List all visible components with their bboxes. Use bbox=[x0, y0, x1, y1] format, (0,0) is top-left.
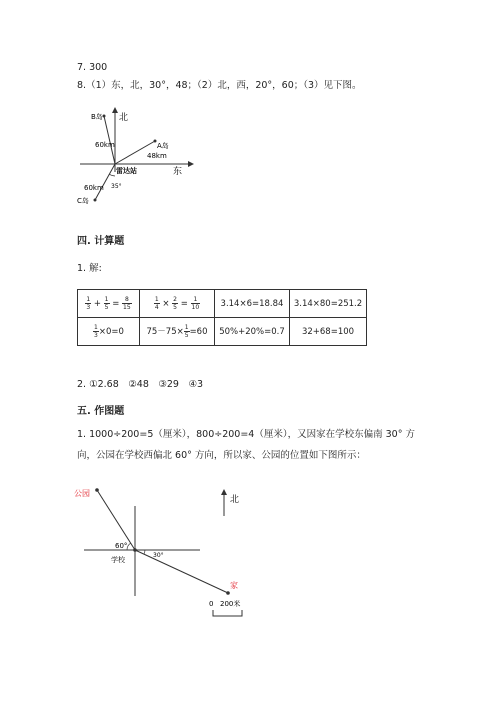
school-point bbox=[133, 548, 137, 552]
cell-r2c3: 50%+20%=0.7 bbox=[215, 318, 290, 346]
section-4-title: 四. 计算题 bbox=[77, 236, 125, 247]
calculation-table bbox=[77, 289, 367, 346]
map-diagram bbox=[70, 478, 270, 618]
line-to-b bbox=[104, 116, 115, 164]
angle-arc-park bbox=[127, 543, 131, 550]
distance-b-label: 60km bbox=[95, 141, 115, 149]
distance-a-label: 48km bbox=[147, 152, 167, 160]
answer-q8: 8.（1）东，北，30°，48；（2）北，西，20°，60；（3）见下图。 bbox=[77, 80, 362, 91]
cell-r1c2: $\frac{1}{4}$ × $\frac{2}{5}$ = $\frac{1}{10}$ bbox=[140, 290, 215, 318]
angle-arc-c bbox=[109, 174, 115, 176]
line-to-home bbox=[135, 550, 228, 593]
home-point bbox=[226, 591, 230, 595]
cell-r1c3: 3.14×6=18.84 bbox=[215, 290, 290, 318]
home-label: 家 bbox=[230, 581, 238, 590]
radar-station-label: 雷达站 bbox=[116, 167, 137, 175]
a-island-label: A岛 bbox=[157, 142, 169, 150]
answer-q2: 2. ①2.68 ②48 ③29 ④3 bbox=[77, 379, 204, 390]
b-island-label: B岛 bbox=[91, 113, 103, 121]
scale-length-label: 200米 bbox=[220, 600, 241, 608]
angle-arc-home bbox=[144, 550, 145, 554]
line-to-c bbox=[95, 164, 115, 200]
answer-q7: 7. 300 bbox=[77, 62, 108, 73]
scale-zero-label: 0 bbox=[209, 600, 214, 608]
park-label: 公园 bbox=[74, 489, 90, 498]
b-island-point bbox=[103, 115, 106, 118]
radar-diagram bbox=[75, 100, 205, 212]
angle-park-label: 60° bbox=[115, 542, 128, 550]
cell-r1c4: 3.14×80=251.2 bbox=[290, 290, 367, 318]
cell-r2c2: 75－75× $\frac{1}{5}$ =60 bbox=[140, 318, 215, 346]
school-label: 学校 bbox=[111, 556, 125, 564]
c-island-point bbox=[94, 199, 97, 202]
section-5-q1-line1: 1. 1000÷200=5（厘米），800÷200=4（厘米），又因家在学校东偏南 30° 方 bbox=[77, 429, 415, 440]
north-label: 北 bbox=[119, 113, 129, 123]
distance-c-label: 60km bbox=[84, 184, 104, 192]
line-to-park bbox=[97, 490, 135, 550]
east-label: 东 bbox=[173, 167, 183, 177]
section-4-q1: 1. 解: bbox=[77, 263, 102, 274]
park-point bbox=[95, 488, 99, 492]
angle-home-label: 30° bbox=[153, 552, 164, 559]
cell-r1c1: $\frac{1}{3}$ + $\frac{1}{5}$ = $\frac{8}{15}$ bbox=[78, 290, 140, 318]
angle-c-label: 35° bbox=[111, 183, 122, 190]
cell-r2c1: $\frac{1}{3}$ ×0=0 bbox=[78, 318, 140, 346]
section-5-q1-line2: 向，公园在学校西偏北 60° 方向，所以家、公园的位置如下图所示： bbox=[77, 450, 366, 461]
cell-r2c4: 32+68=100 bbox=[290, 318, 367, 346]
scale-bar bbox=[213, 610, 242, 616]
north-label: 北 bbox=[230, 495, 240, 505]
c-island-label: C岛 bbox=[77, 197, 89, 205]
section-5-title: 五. 作图题 bbox=[77, 406, 125, 417]
